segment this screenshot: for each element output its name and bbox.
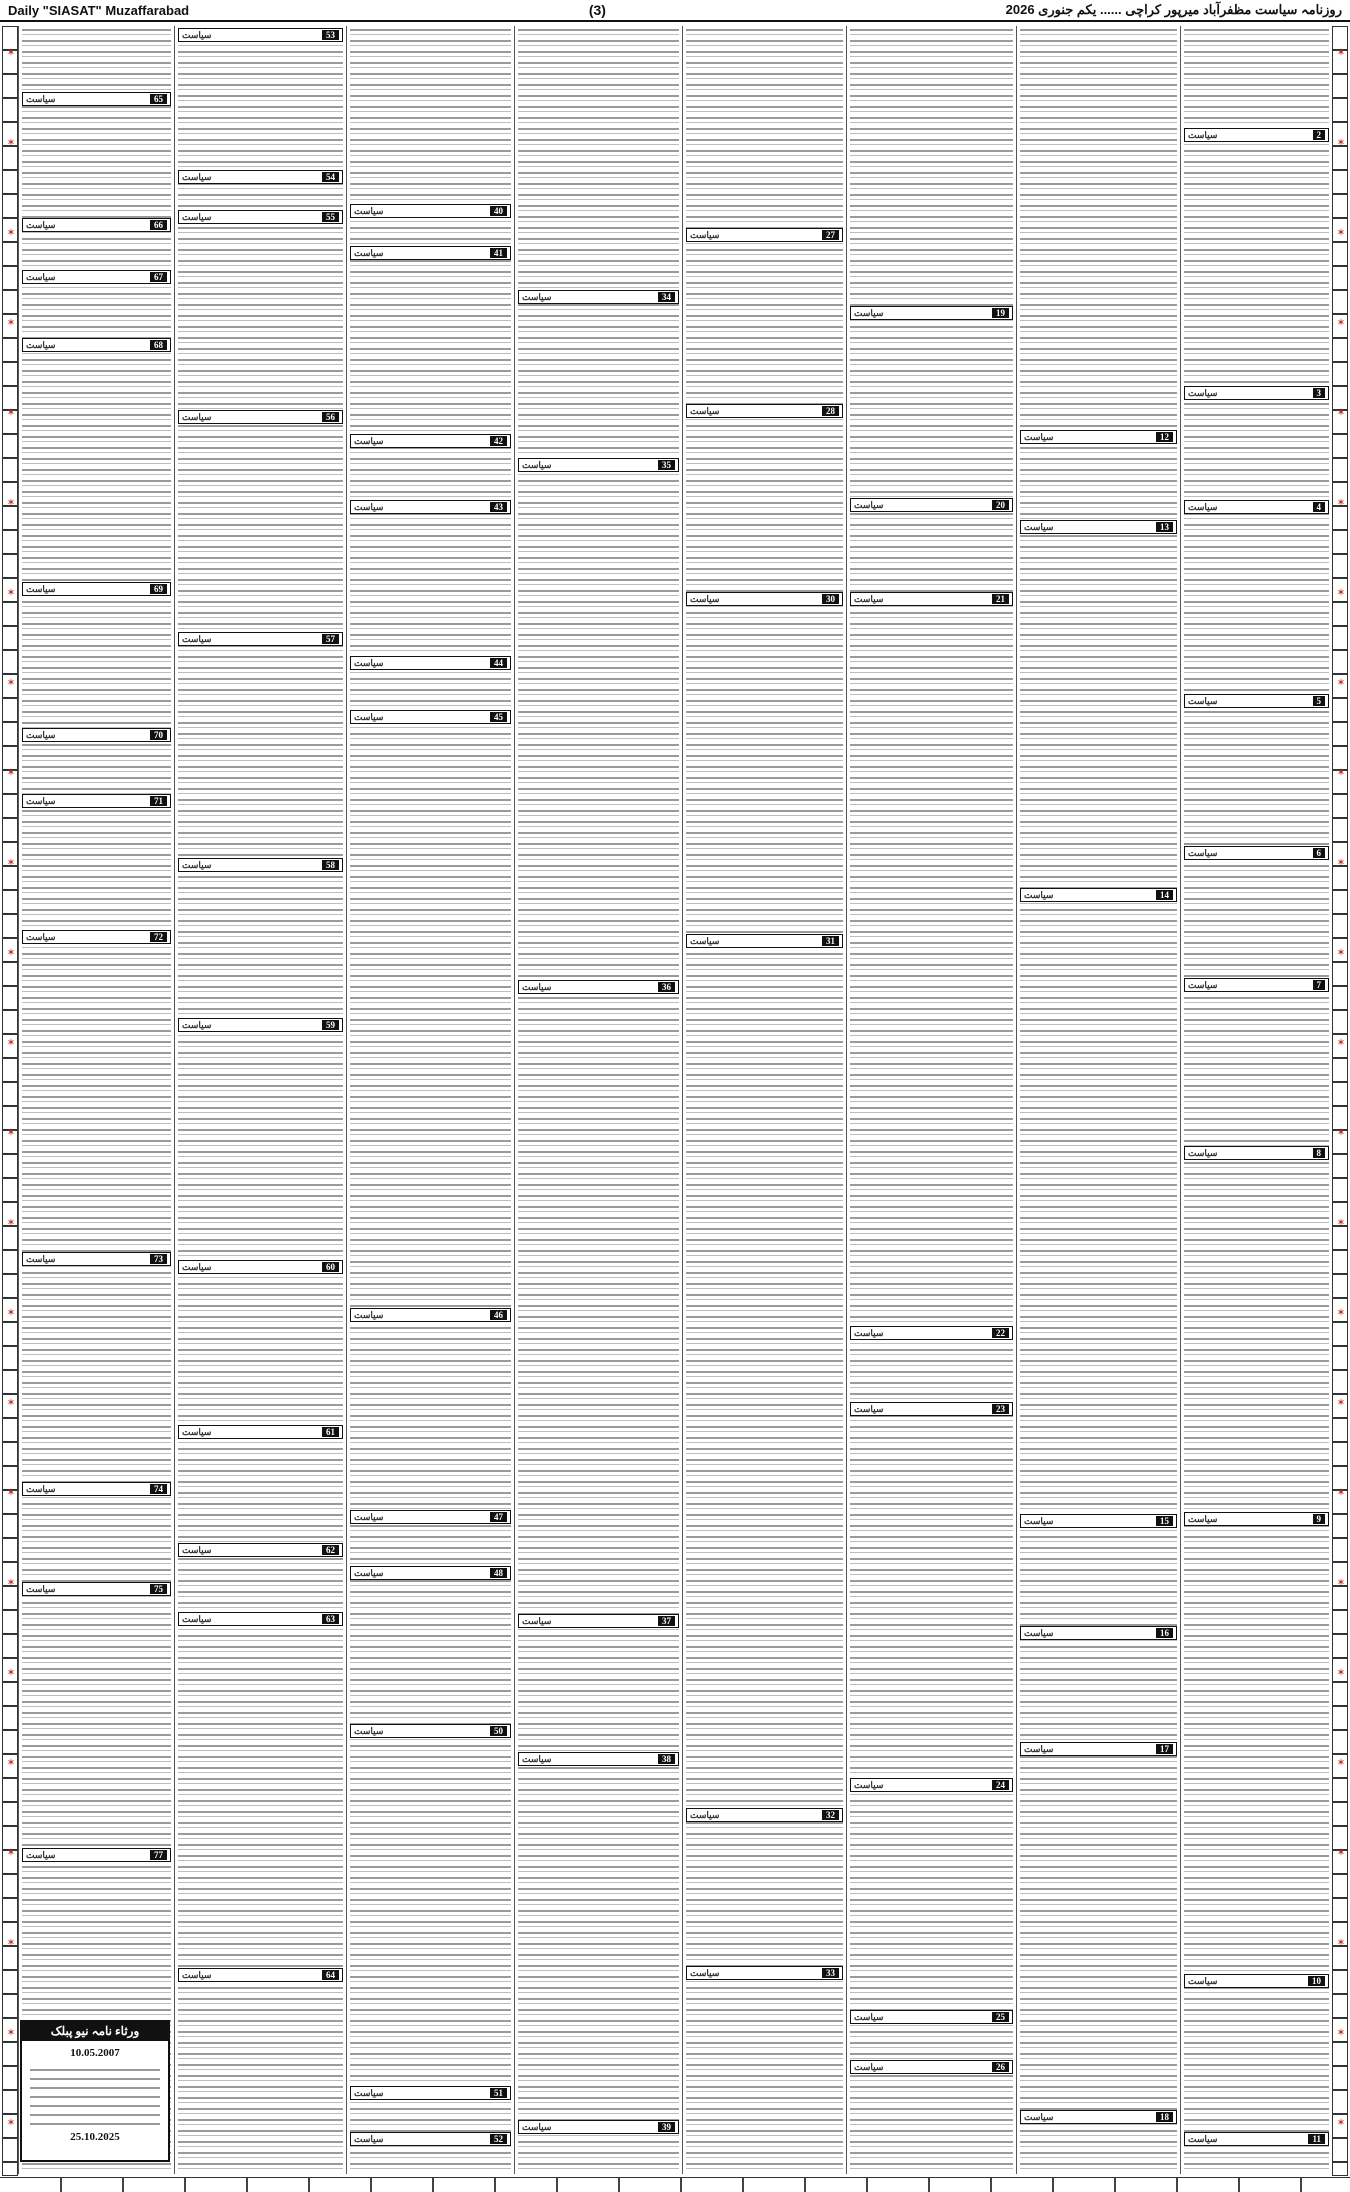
notice-number: 59 xyxy=(322,1020,339,1030)
notice-brand: سیاست xyxy=(354,435,384,446)
notice-heading xyxy=(518,1614,679,1628)
notice-heading xyxy=(22,338,171,352)
notice-heading xyxy=(1020,1626,1177,1640)
notice-heading xyxy=(22,1848,171,1862)
border-star-icon: ✶ xyxy=(1336,766,1346,779)
notice-heading xyxy=(1020,888,1177,902)
column-5 xyxy=(682,26,846,2174)
notice-heading xyxy=(22,794,171,808)
notice-number: 18 xyxy=(1156,2112,1173,2122)
notice-heading xyxy=(22,218,171,232)
notice-brand: سیاست xyxy=(354,2133,384,2144)
column-text xyxy=(518,26,679,2174)
notice-brand: سیاست xyxy=(182,1969,212,1980)
notice-brand: سیاست xyxy=(182,211,212,222)
notice-brand: سیاست xyxy=(854,307,884,318)
column-text xyxy=(350,26,511,2174)
left-border-strip xyxy=(2,26,18,2176)
notice-heading xyxy=(350,1308,511,1322)
notice-brand: سیاست xyxy=(354,247,384,258)
notice-heading xyxy=(178,1612,343,1626)
notice-number: 77 xyxy=(150,1850,167,1860)
notice-number: 61 xyxy=(322,1427,339,1437)
notice-brand: سیاست xyxy=(182,1613,212,1624)
notice-brand: سیاست xyxy=(1188,1975,1218,1986)
advert-date-2: 25.10.2025 xyxy=(70,2131,120,2143)
border-star-icon: ✶ xyxy=(1336,1396,1346,1409)
border-star-icon: ✶ xyxy=(6,946,16,959)
notice-number: 17 xyxy=(1156,1744,1173,1754)
notice-number: 64 xyxy=(322,1970,339,1980)
border-star-icon: ✶ xyxy=(1336,1306,1346,1319)
notice-number: 25 xyxy=(992,2012,1009,2022)
border-star-icon: ✶ xyxy=(6,226,16,239)
border-star-icon: ✶ xyxy=(6,766,16,779)
notice-number: 69 xyxy=(150,584,167,594)
notice-brand: سیاست xyxy=(354,2087,384,2098)
notice-heading xyxy=(178,170,343,184)
notice-heading xyxy=(850,306,1013,320)
notice-number: 12 xyxy=(1156,432,1173,442)
border-star-icon: ✶ xyxy=(1336,946,1346,959)
notice-brand: سیاست xyxy=(182,1261,212,1272)
notice-brand: سیاست xyxy=(1024,1515,1054,1526)
border-star-icon: ✶ xyxy=(1336,1756,1346,1769)
column-4 xyxy=(514,26,682,2174)
notice-number: 40 xyxy=(490,206,507,216)
border-star-icon: ✶ xyxy=(6,496,16,509)
notice-brand: سیاست xyxy=(1188,2133,1218,2144)
notice-heading xyxy=(1184,1974,1329,1988)
border-star-icon: ✶ xyxy=(1336,316,1346,329)
notice-heading xyxy=(686,934,843,948)
border-star-icon: ✶ xyxy=(1336,2026,1346,2039)
masthead-urdu-title: روزنامہ سیاست مظفرآباد میرپور کراچی ...... یکم جنوری 2026 xyxy=(1005,2,1342,17)
notice-number: 8 xyxy=(1313,1148,1326,1158)
notice-brand: سیاست xyxy=(26,93,56,104)
border-star-icon: ✶ xyxy=(1336,46,1346,59)
notice-brand: سیاست xyxy=(522,459,552,470)
column-2 xyxy=(174,26,346,2174)
notice-heading xyxy=(350,1566,511,1580)
notice-number: 45 xyxy=(490,712,507,722)
notice-number: 30 xyxy=(822,594,839,604)
notice-heading xyxy=(686,1966,843,1980)
notice-number: 28 xyxy=(822,406,839,416)
notice-number: 14 xyxy=(1156,890,1173,900)
notice-brand: سیاست xyxy=(26,339,56,350)
notice-brand: سیاست xyxy=(26,271,56,282)
notice-number: 73 xyxy=(150,1254,167,1264)
notice-number: 19 xyxy=(992,308,1009,318)
right-border-strip xyxy=(1332,26,1348,2176)
notice-heading xyxy=(22,1482,171,1496)
notice-brand: سیاست xyxy=(854,1779,884,1790)
border-star-icon: ✶ xyxy=(6,406,16,419)
notice-number: 10 xyxy=(1308,1976,1325,1986)
notice-brand: سیاست xyxy=(354,501,384,512)
notice-number: 36 xyxy=(658,982,675,992)
notice-number: 72 xyxy=(150,932,167,942)
border-star-icon: ✶ xyxy=(1336,856,1346,869)
notice-brand: سیاست xyxy=(1188,847,1218,858)
notice-heading xyxy=(350,710,511,724)
border-star-icon: ✶ xyxy=(6,856,16,869)
notice-heading xyxy=(1184,1512,1329,1526)
column-3 xyxy=(346,26,514,2174)
border-star-icon: ✶ xyxy=(1336,136,1346,149)
notice-number: 70 xyxy=(150,730,167,740)
notice-heading xyxy=(350,500,511,514)
notice-number: 3 xyxy=(1313,388,1326,398)
notice-heading xyxy=(850,1778,1013,1792)
notice-number: 38 xyxy=(658,1754,675,1764)
notice-brand: سیاست xyxy=(1188,1147,1218,1158)
notice-brand: سیاست xyxy=(354,1309,384,1320)
notice-number: 51 xyxy=(490,2088,507,2098)
notice-number: 63 xyxy=(322,1614,339,1624)
notice-number: 27 xyxy=(822,230,839,240)
notice-number: 24 xyxy=(992,1780,1009,1790)
column-text xyxy=(850,26,1013,2174)
notice-heading xyxy=(350,656,511,670)
notice-heading xyxy=(1184,128,1329,142)
notice-brand: سیاست xyxy=(1024,431,1054,442)
notice-number: 52 xyxy=(490,2134,507,2144)
notice-heading xyxy=(178,1260,343,1274)
notice-brand: سیاست xyxy=(26,219,56,230)
notice-brand: سیاست xyxy=(1188,1513,1218,1524)
notice-heading xyxy=(1184,386,1329,400)
notice-brand: سیاست xyxy=(26,1849,56,1860)
notice-heading xyxy=(1184,978,1329,992)
border-star-icon: ✶ xyxy=(6,1666,16,1679)
notice-heading xyxy=(178,410,343,424)
notice-brand: سیاست xyxy=(1188,979,1218,990)
border-star-icon: ✶ xyxy=(1336,1486,1346,1499)
notice-heading xyxy=(686,592,843,606)
notice-number: 32 xyxy=(822,1810,839,1820)
notice-heading xyxy=(1184,500,1329,514)
border-star-icon: ✶ xyxy=(6,586,16,599)
column-8 xyxy=(1180,26,1332,2174)
notice-heading xyxy=(518,458,679,472)
notice-heading xyxy=(1184,846,1329,860)
notice-number: 20 xyxy=(992,500,1009,510)
notice-brand: سیاست xyxy=(1024,2111,1054,2122)
notice-number: 50 xyxy=(490,1726,507,1736)
bottom-border-strip xyxy=(0,2177,1350,2192)
notice-heading xyxy=(518,290,679,304)
notice-brand: سیاست xyxy=(354,657,384,668)
notice-heading xyxy=(22,270,171,284)
column-text xyxy=(1020,26,1177,2174)
notice-number: 60 xyxy=(322,1262,339,1272)
notice-number: 13 xyxy=(1156,522,1173,532)
notice-heading xyxy=(1020,2110,1177,2124)
border-star-icon: ✶ xyxy=(1336,406,1346,419)
notice-heading xyxy=(686,228,843,242)
notice-brand: سیاست xyxy=(354,205,384,216)
border-star-icon: ✶ xyxy=(6,1216,16,1229)
notice-number: 42 xyxy=(490,436,507,446)
border-star-icon: ✶ xyxy=(1336,676,1346,689)
column-text xyxy=(686,26,843,2174)
notice-brand: سیاست xyxy=(26,1583,56,1594)
notice-number: 56 xyxy=(322,412,339,422)
notice-brand: سیاست xyxy=(182,171,212,182)
border-star-icon: ✶ xyxy=(6,1126,16,1139)
column-1 xyxy=(18,26,174,2174)
notice-heading xyxy=(1020,430,1177,444)
notice-heading xyxy=(1184,1146,1329,1160)
notice-brand: سیاست xyxy=(26,729,56,740)
border-star-icon: ✶ xyxy=(1336,1126,1346,1139)
notice-brand: سیاست xyxy=(690,935,720,946)
notice-brand: سیاست xyxy=(854,1327,884,1338)
notice-heading xyxy=(850,1326,1013,1340)
notice-heading xyxy=(350,2086,511,2100)
notice-heading xyxy=(178,858,343,872)
notice-brand: سیاست xyxy=(690,1967,720,1978)
border-star-icon: ✶ xyxy=(1336,586,1346,599)
border-star-icon: ✶ xyxy=(1336,1936,1346,1949)
notice-heading xyxy=(178,632,343,646)
notice-heading xyxy=(350,434,511,448)
notice-brand: سیاست xyxy=(26,583,56,594)
notice-heading xyxy=(850,2060,1013,2074)
notice-brand: سیاست xyxy=(522,291,552,302)
notice-number: 35 xyxy=(658,460,675,470)
notice-heading xyxy=(178,28,343,42)
notice-number: 16 xyxy=(1156,1628,1173,1638)
notice-heading xyxy=(850,2010,1013,2024)
notice-brand: سیاست xyxy=(522,981,552,992)
notice-brand: سیاست xyxy=(854,1403,884,1414)
column-7 xyxy=(1016,26,1180,2174)
notice-brand: سیاست xyxy=(690,593,720,604)
notice-heading xyxy=(178,1543,343,1557)
notice-heading xyxy=(350,1510,511,1524)
notice-brand: سیاست xyxy=(182,1426,212,1437)
masthead xyxy=(0,0,1350,22)
notice-number: 54 xyxy=(322,172,339,182)
notice-heading xyxy=(22,92,171,106)
border-star-icon: ✶ xyxy=(6,1396,16,1409)
notice-number: 47 xyxy=(490,1512,507,1522)
notice-brand: سیاست xyxy=(1188,695,1218,706)
border-star-icon: ✶ xyxy=(6,2116,16,2129)
notice-heading xyxy=(518,2120,679,2134)
notice-brand: سیاست xyxy=(182,633,212,644)
masthead-english-title: Daily "SIASAT" Muzaffarabad xyxy=(8,2,190,18)
notice-number: 9 xyxy=(1313,1514,1326,1524)
border-star-icon: ✶ xyxy=(1336,226,1346,239)
advert-text xyxy=(30,2065,160,2125)
notice-heading xyxy=(22,930,171,944)
notice-heading xyxy=(1184,694,1329,708)
notice-brand: سیاست xyxy=(1024,521,1054,532)
notice-number: 4 xyxy=(1313,502,1326,512)
notice-number: 39 xyxy=(658,2122,675,2132)
notice-number: 37 xyxy=(658,1616,675,1626)
border-star-icon: ✶ xyxy=(6,46,16,59)
notice-brand: سیاست xyxy=(26,931,56,942)
notice-number: 21 xyxy=(992,594,1009,604)
column-text xyxy=(178,26,343,2174)
border-star-icon: ✶ xyxy=(1336,1666,1346,1679)
notice-brand: سیاست xyxy=(182,1019,212,1030)
border-star-icon: ✶ xyxy=(1336,1036,1346,1049)
notice-heading xyxy=(22,1582,171,1596)
notice-number: 68 xyxy=(150,340,167,350)
notice-brand: سیاست xyxy=(1024,1743,1054,1754)
notice-number: 75 xyxy=(150,1584,167,1594)
border-star-icon: ✶ xyxy=(1336,496,1346,509)
notice-heading xyxy=(850,592,1013,606)
border-star-icon: ✶ xyxy=(6,1036,16,1049)
notice-heading xyxy=(178,1968,343,1982)
notice-number: 15 xyxy=(1156,1516,1173,1526)
notice-number: 74 xyxy=(150,1484,167,1494)
notice-brand: سیاست xyxy=(690,1809,720,1820)
notice-brand: سیاست xyxy=(182,859,212,870)
notice-brand: سیاست xyxy=(354,1725,384,1736)
notice-heading xyxy=(1020,1742,1177,1756)
notice-brand: سیاست xyxy=(182,29,212,40)
notice-brand: سیاست xyxy=(26,1483,56,1494)
notice-number: 5 xyxy=(1313,696,1326,706)
notice-number: 22 xyxy=(992,1328,1009,1338)
notice-brand: سیاست xyxy=(26,1253,56,1264)
notice-number: 34 xyxy=(658,292,675,302)
border-star-icon: ✶ xyxy=(1336,1576,1346,1589)
notice-heading xyxy=(350,1724,511,1738)
notice-brand: سیاست xyxy=(1188,129,1218,140)
border-star-icon: ✶ xyxy=(6,1486,16,1499)
notice-heading xyxy=(518,1752,679,1766)
notice-brand: سیاست xyxy=(1188,501,1218,512)
notice-number: 43 xyxy=(490,502,507,512)
notice-number: 41 xyxy=(490,248,507,258)
notice-brand: سیاست xyxy=(522,2121,552,2132)
notice-number: 66 xyxy=(150,220,167,230)
notice-heading xyxy=(350,2132,511,2146)
notice-number: 31 xyxy=(822,936,839,946)
border-star-icon: ✶ xyxy=(6,1576,16,1589)
notice-number: 71 xyxy=(150,796,167,806)
notice-brand: سیاست xyxy=(690,405,720,416)
notice-number: 57 xyxy=(322,634,339,644)
notice-brand: سیاست xyxy=(854,499,884,510)
notice-brand: سیاست xyxy=(522,1615,552,1626)
notice-brand: سیاست xyxy=(354,1567,384,1578)
notice-brand: سیاست xyxy=(1024,1627,1054,1638)
notice-number: 33 xyxy=(822,1968,839,1978)
notice-heading xyxy=(518,980,679,994)
notice-brand: سیاست xyxy=(854,593,884,604)
notice-brand: سیاست xyxy=(854,2061,884,2072)
notice-number: 62 xyxy=(322,1545,339,1555)
notice-brand: سیاست xyxy=(26,795,56,806)
notice-heading xyxy=(850,498,1013,512)
notice-heading xyxy=(178,210,343,224)
border-star-icon: ✶ xyxy=(6,1306,16,1319)
notice-number: 11 xyxy=(1308,2134,1325,2144)
notice-number: 58 xyxy=(322,860,339,870)
notice-number: 67 xyxy=(150,272,167,282)
notice-heading xyxy=(1020,1514,1177,1528)
notice-number: 2 xyxy=(1313,130,1326,140)
notice-heading xyxy=(350,204,511,218)
border-star-icon: ✶ xyxy=(6,136,16,149)
border-star-icon: ✶ xyxy=(6,1846,16,1859)
notice-number: 7 xyxy=(1313,980,1326,990)
notice-heading xyxy=(22,1252,171,1266)
notice-heading xyxy=(22,582,171,596)
border-star-icon: ✶ xyxy=(6,1756,16,1769)
notice-brand: سیاست xyxy=(522,1753,552,1764)
notice-number: 44 xyxy=(490,658,507,668)
border-star-icon: ✶ xyxy=(1336,1846,1346,1859)
notice-number: 23 xyxy=(992,1404,1009,1414)
notice-brand: سیاست xyxy=(1188,387,1218,398)
notice-brand: سیاست xyxy=(1024,889,1054,900)
notice-heading xyxy=(1184,2132,1329,2146)
border-star-icon: ✶ xyxy=(1336,1216,1346,1229)
notice-number: 65 xyxy=(150,94,167,104)
notice-heading xyxy=(850,1402,1013,1416)
notice-heading xyxy=(178,1018,343,1032)
notice-heading xyxy=(178,1425,343,1439)
column-text xyxy=(1184,26,1329,2174)
notice-brand: سیاست xyxy=(354,1511,384,1522)
border-star-icon: ✶ xyxy=(1336,2116,1346,2129)
notice-brand: سیاست xyxy=(354,711,384,722)
notice-number: 6 xyxy=(1313,848,1326,858)
notice-heading xyxy=(22,728,171,742)
border-star-icon: ✶ xyxy=(6,676,16,689)
notice-number: 48 xyxy=(490,1568,507,1578)
notice-heading xyxy=(686,1808,843,1822)
border-star-icon: ✶ xyxy=(6,316,16,329)
notice-number: 55 xyxy=(322,212,339,222)
notice-heading xyxy=(350,246,511,260)
notice-number: 53 xyxy=(322,30,339,40)
border-star-icon: ✶ xyxy=(6,2026,16,2039)
advert-box xyxy=(20,2020,170,2162)
advert-title: ورثاء نامہ نیو پبلک xyxy=(22,2022,168,2041)
notice-brand: سیاست xyxy=(690,229,720,240)
notice-brand: سیاست xyxy=(182,411,212,422)
column-6 xyxy=(846,26,1016,2174)
notice-brand: سیاست xyxy=(182,1544,212,1555)
notice-heading xyxy=(1020,520,1177,534)
notice-number: 46 xyxy=(490,1310,507,1320)
border-star-icon: ✶ xyxy=(6,1936,16,1949)
notice-brand: سیاست xyxy=(854,2011,884,2022)
page-number: (3) xyxy=(588,2,606,18)
notice-number: 26 xyxy=(992,2062,1009,2072)
advert-date-1: 10.05.2007 xyxy=(70,2047,120,2059)
notice-heading xyxy=(686,404,843,418)
